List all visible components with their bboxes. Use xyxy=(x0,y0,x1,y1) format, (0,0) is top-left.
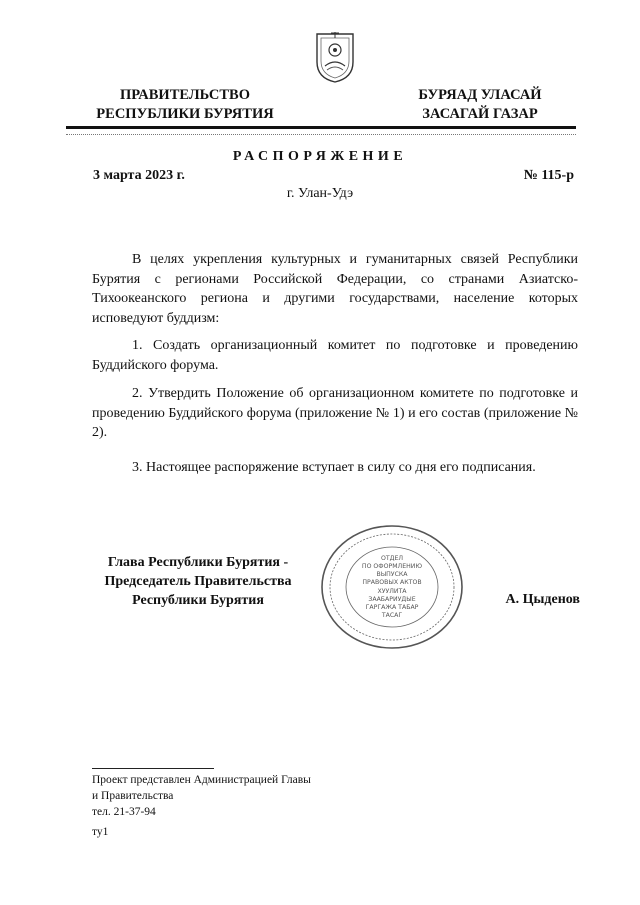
footnote-phone: тел. 21-37-94 xyxy=(92,806,156,818)
seal-text-line: ХУУЛИТА xyxy=(377,588,407,595)
document-number: № 115-р xyxy=(523,168,574,183)
signatory-line3: Республики Бурятия xyxy=(132,593,264,608)
government-header-ru xyxy=(80,86,290,124)
seal-text-line: ОТДЕЛ xyxy=(380,555,404,562)
seal-text-line: ПРАВОВЫХ АКТОВ xyxy=(362,579,422,586)
government-header-bua xyxy=(400,86,560,124)
signatory-name: А. Цыденов xyxy=(505,592,580,607)
header-left-line1: ПРАВИТЕЛЬСТВО xyxy=(120,87,250,103)
footnote-divider xyxy=(92,768,214,769)
header-right-line2: ЗАСАГАЙ ГАЗАР xyxy=(422,106,538,122)
seal-text-line: ЗААБАРИУДЫЕ xyxy=(368,596,416,603)
footnote-line1: Проект представлен Администрацией Главы xyxy=(92,774,311,786)
header-divider-dotted xyxy=(66,134,576,135)
footnote xyxy=(92,772,311,820)
seal-text-line: ТАСАГ xyxy=(381,612,403,619)
header-divider-thick xyxy=(66,126,576,129)
signatory-title xyxy=(88,553,308,610)
signatory-line2: Председатель Правительства xyxy=(104,574,292,589)
document-city: г. Улан-Удэ xyxy=(286,186,354,201)
paragraph-item-3: 3. Настоящее распоряжение вступает в силу со дня его подписания. xyxy=(132,460,536,475)
seal-text-line: ПО ОФОРМЛЕНИЮ xyxy=(361,563,423,570)
header-left-line2: РЕСПУБЛИКИ БУРЯТИЯ xyxy=(96,106,274,122)
coat-of-arms-icon xyxy=(313,28,357,84)
footnote-line2: и Правительства xyxy=(92,790,174,802)
paragraph-item-1: 1. Создать организационный комитет по подготовке и проведению Буддийского форума. xyxy=(92,338,578,373)
document-date: 3 марта 2023 г. xyxy=(93,168,185,183)
seal-text-line: ГАРГАЖА ТАБАР xyxy=(365,604,419,611)
header-right-line1: БУРЯАД УЛАСАЙ xyxy=(418,87,542,103)
paragraph-preamble: В целях укрепления культурных и гуманитарных связей Республики Бурятия с регионами Российской Федерации, со странами Азиатско-Тихоокеанского региона и другими государствами, население которых исповедуют буддизм: xyxy=(92,252,578,326)
paragraph-item-2: 2. Утвердить Положение об организационном комитете по подготовке и проведению Буддийского форума (приложение № 1) и его состав (приложение № 2). xyxy=(92,386,578,440)
official-seal-icon xyxy=(318,523,466,651)
document-title: РАСПОРЯЖЕНИЕ xyxy=(232,149,408,164)
seal-text-line: ВЫПУСКА xyxy=(376,571,408,578)
document-code: ту1 xyxy=(92,826,109,838)
signatory-line1: Глава Республики Бурятия - xyxy=(107,555,289,570)
